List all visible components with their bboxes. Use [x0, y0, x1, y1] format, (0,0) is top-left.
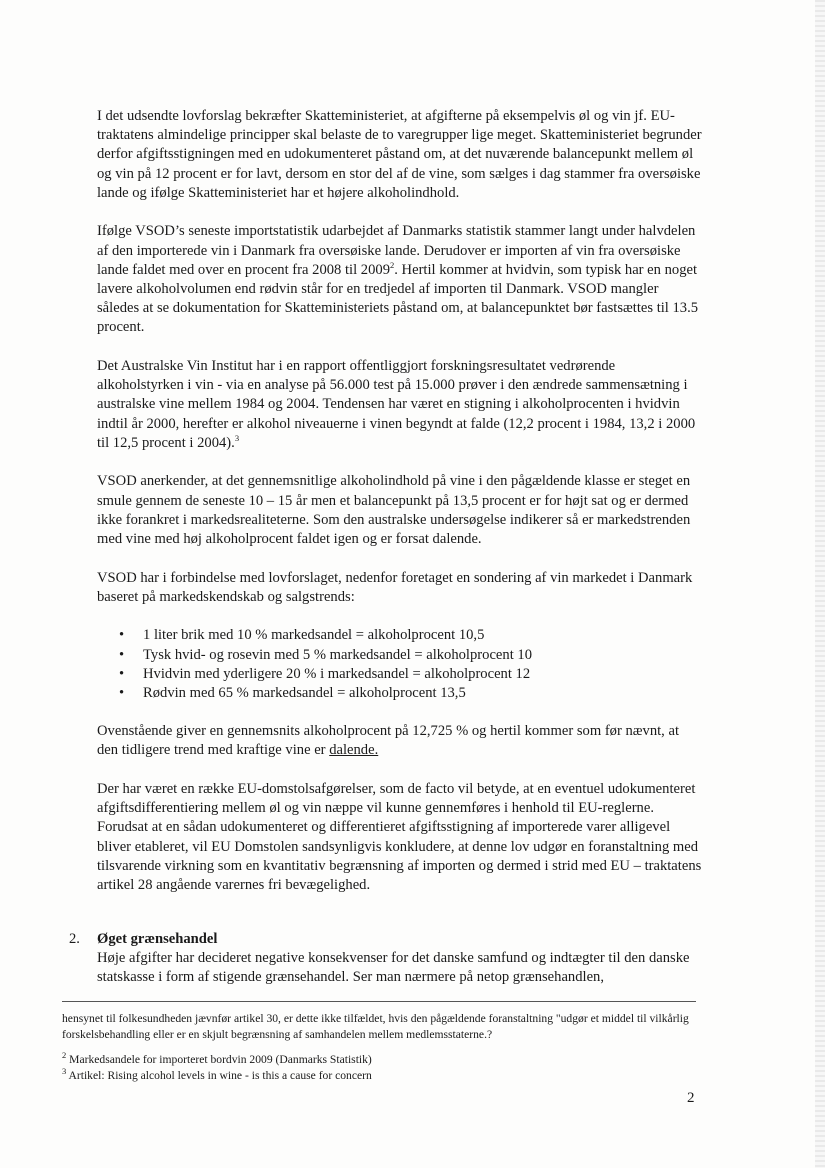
section-2 [69, 930, 704, 988]
footnote-3-mark: 3 [62, 1065, 67, 1076]
footnote-2-mark: 2 [62, 1050, 67, 1061]
footnote-3 [62, 1065, 702, 1084]
paragraph-2 [97, 222, 702, 337]
paragraph-5: VSOD har i forbindelse med lovforslaget, nedenfor foretaget en sondering af vin markedet i Danmark baseret på markedskendskab og salgstrends: [97, 569, 693, 605]
paragraph-1: I det udsendte lovforslag bekræfter Skatteministeriet, at afgifterne på eksempelvis øl og vin jf. EU-traktatens almindelige principper skal belaste de to varegrupper lige meget. Skatteministeriet begrunder derfor afgiftsstigningen med en udokumenteret påstand om, at det nuværende balancepunkt mellem øl og vin på 12 procent er for lavt, dersom en stor del af de vine, som sælges i dag stammer fra oversøiske lande og ifølge Skatteministeriet har et højere alkoholindhold. [97, 108, 702, 201]
list-item: • 1 liter brik med 10 % markedsandel = alkoholprocent 10,5 [119, 626, 702, 645]
paragraph-6-text: Ovenstående giver en gennemsnits alkoholprocent på 12,725 % og hertil kommer som før nævnt, at den tidligere trend med kraftige vine er [97, 723, 679, 759]
page-number: 2 [687, 1090, 695, 1106]
footnote-continuation: hensynet til folkesundheden jævnfør artikel 30, er dette ikke tilfældet, hvis den pågældende foranstaltning "udgør et middel til vilkårlig forskelsbehandling eller er en skjult begrænsning af samhandelen mellem medlemsstaterne.? [62, 1012, 689, 1041]
section-text: Høje afgifter har decideret negative konsekvenser for det danske samfund og indtægter til den danske statskasse i form af stigende grænsehandel. Ser man nærmere på netop grænsehandlen, [97, 950, 690, 986]
paragraph-3 [97, 357, 702, 453]
footnote-ref-2: 2 [390, 259, 395, 270]
footnote-ref-3: 3 [234, 432, 240, 443]
market-bullet-list [97, 626, 702, 703]
paragraph-2-part-b: . Hertil kommer at hvidvin, som typisk har en noget lavere alkoholvolumen end rødvin står for en tredjedel af importen til Danmark. VSOD mangler således at se dokumentation for Skatteministeriets påstand om, at balancepunktet bør fastsættes til 13.5 procent. [97, 261, 699, 336]
paragraph-6-underlined: dalende. [329, 742, 379, 759]
list-item: • Tysk hvid- og rosevin med 5 % markedsandel = alkoholprocent 10 [119, 646, 702, 665]
body-text [97, 107, 702, 915]
footnotes [62, 1011, 702, 1083]
paragraph-4: VSOD anerkender, at det gennemsnitlige alkoholindhold på vine i den pågældende klasse er steget en smule gennem de seneste 10 – 15 år men et balancepunkt på 13,5 procent er for højt sat og er dermed ikke forankret i markedsrealiteterne. Som den australske undersøgelse indikerer så er markedstrenden med vine med høj alkoholprocent faldet igen og er forsat dalende. [97, 473, 691, 548]
section-heading: Øget grænsehandel [97, 931, 218, 947]
footnote-divider [62, 1001, 696, 1002]
footnote-2 [62, 1052, 702, 1068]
paragraph-2-part-a: Ifølge VSOD’s seneste importstatistik udarbejdet af Danmarks statistik stammer langt under halvdelen af den importerede vin i Danmark fra oversøiske lande. Derudover er importen af vin fra oversøiske lande faldet med over en procent fra 2008 til 2009 [97, 223, 696, 278]
list-item: • Rødvin med 65 % markedsandel = alkoholprocent 13,5 [119, 684, 702, 703]
footnote-2-text: Markedsandele for importeret bordvin 2009 (Danmarks Statistik) [66, 1053, 372, 1067]
list-item: • Hvidvin med yderligere 20 % i markedsandel = alkoholprocent 12 [119, 665, 702, 684]
paragraph-7: Der har været en række EU-domstolsafgørelser, som de facto vil betyde, at en eventuel udokumenteret afgiftsdifferentiering mellem øl og vin næppe vil kunne gennemføres i henhold til EU-reglerne. Forudsat at en sådan udokumenteret og differentieret afgiftsstigning af importerede varer alligevel bliver etableret, vil EU Domstolen sandsynligvis konkludere, at denne lov udgør en foranstaltning med tilsvarende virkning som en kvantitativ begrænsning af importen og dermed i strid med EU – traktatens artikel 28 angående varernes fri bevægelighed. [97, 781, 702, 894]
paragraph-3-text: Det Australske Vin Institut har i en rapport offentliggjort forskningsresultatet vedrørende alkoholstyrken i vin - via en analyse på 56.000 test på 15.000 prøver i den ændrede sammensætning i australske vine mellem 1984 og 2004. Tendensen har været en stigning i alkoholprocenten i hvidvin indtil år 2000, herefter er alkohol niveauerne i vinen begyndt at falde (12,2 procent i 1984, 13,2 i 2000 til 12,5 procent i 2004). [97, 358, 696, 451]
paragraph-6 [97, 722, 702, 760]
scan-edge [815, 0, 825, 1168]
section-number: 2. [69, 931, 80, 947]
footnote-3-text: Artikel: Rising alcohol levels in wine - is this a cause for concern [66, 1068, 372, 1082]
footnote-list [62, 1052, 702, 1083]
